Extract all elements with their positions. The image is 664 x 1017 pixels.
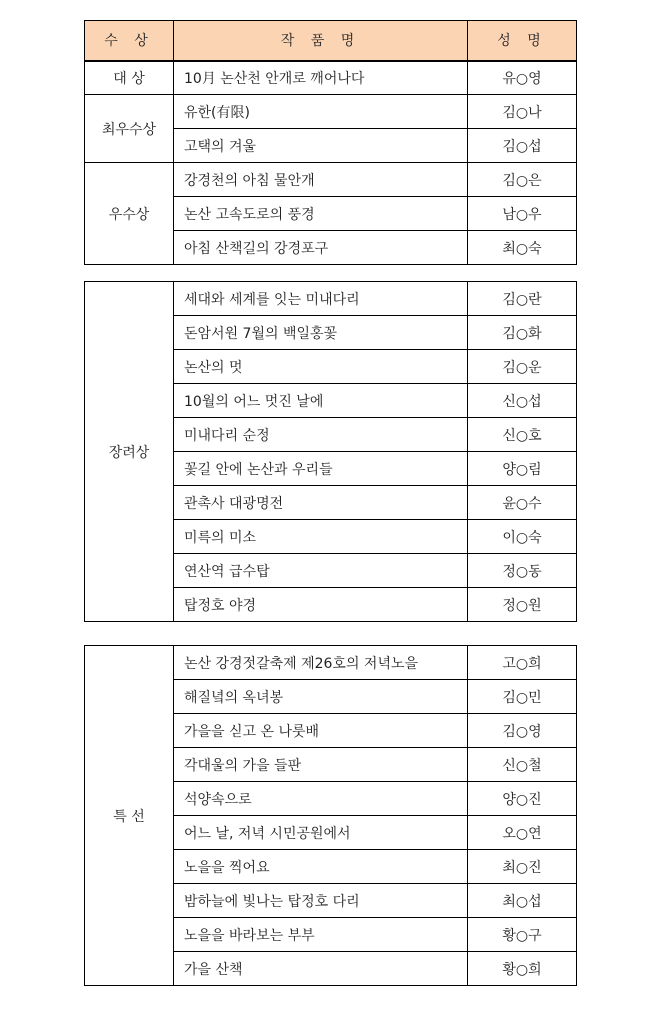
awards-table-special	[84, 645, 577, 986]
header-name: 성 명	[468, 21, 577, 61]
work-title: 가을을 싣고 온 나룻배	[174, 714, 468, 748]
work-title: 논산의 멋	[174, 350, 468, 384]
award-encouragement: 장려상	[85, 282, 174, 622]
winner-name: 황○희	[468, 952, 577, 986]
winner-name: 정○원	[468, 588, 577, 622]
header-title: 작 품 명	[174, 21, 468, 61]
work-title: 강경천의 아침 물안개	[174, 163, 468, 197]
winner-name: 이○숙	[468, 520, 577, 554]
header-award: 수 상	[85, 21, 174, 61]
winner-name: 신○호	[468, 418, 577, 452]
winner-name: 김○은	[468, 163, 577, 197]
work-title: 해질녘의 옥녀봉	[174, 680, 468, 714]
work-title: 세대와 세계를 잇는 미내다리	[174, 282, 468, 316]
work-title: 각대울의 가을 들판	[174, 748, 468, 782]
winner-name: 최○진	[468, 850, 577, 884]
winner-name: 김○란	[468, 282, 577, 316]
winner-name: 유○영	[468, 61, 577, 95]
award-grand: 대 상	[85, 61, 174, 95]
winner-name: 윤○수	[468, 486, 577, 520]
winner-name: 양○진	[468, 782, 577, 816]
winner-name: 최○숙	[468, 231, 577, 265]
work-title: 노을을 찍어요	[174, 850, 468, 884]
work-title: 10月 논산천 안개로 깨어나다	[174, 61, 468, 95]
table-row	[85, 95, 577, 129]
winner-name: 신○철	[468, 748, 577, 782]
winner-name: 김○영	[468, 714, 577, 748]
table-row	[85, 646, 577, 680]
work-title: 10월의 어느 멋진 날에	[174, 384, 468, 418]
winner-name: 신○섭	[468, 384, 577, 418]
winner-name: 김○운	[468, 350, 577, 384]
work-title: 가을 산책	[174, 952, 468, 986]
winner-name: 양○림	[468, 452, 577, 486]
winner-name: 고○희	[468, 646, 577, 680]
winner-name: 오○연	[468, 816, 577, 850]
table-row	[85, 163, 577, 197]
winner-name: 김○섭	[468, 129, 577, 163]
winner-name: 김○화	[468, 316, 577, 350]
work-title: 논산 강경젓갈축제 제26호의 저녁노을	[174, 646, 468, 680]
table-row	[85, 282, 577, 316]
winner-name: 정○동	[468, 554, 577, 588]
work-title: 미내다리 순정	[174, 418, 468, 452]
work-title: 석양속으로	[174, 782, 468, 816]
winner-name: 김○나	[468, 95, 577, 129]
work-title: 밤하늘에 빛나는 탑정호 다리	[174, 884, 468, 918]
work-title: 관촉사 대광명전	[174, 486, 468, 520]
work-title: 꽃길 안에 논산과 우리들	[174, 452, 468, 486]
work-title: 고택의 겨울	[174, 129, 468, 163]
winner-name: 남○우	[468, 197, 577, 231]
winner-name: 황○구	[468, 918, 577, 952]
work-title: 미륵의 미소	[174, 520, 468, 554]
work-title: 연산역 급수탑	[174, 554, 468, 588]
awards-table-encouragement	[84, 281, 577, 622]
work-title: 논산 고속도로의 풍경	[174, 197, 468, 231]
award-special: 특 선	[85, 646, 174, 986]
work-title: 돈암서원 7월의 백일홍꽃	[174, 316, 468, 350]
work-title: 아침 산책길의 강경포구	[174, 231, 468, 265]
award-excellence: 최우수상	[85, 95, 174, 163]
winner-name: 최○섭	[468, 884, 577, 918]
award-merit: 우수상	[85, 163, 174, 265]
awards-table-top	[84, 20, 577, 265]
work-title: 유한(有限)	[174, 95, 468, 129]
work-title: 탑정호 야경	[174, 588, 468, 622]
table-row	[85, 61, 577, 95]
winner-name: 김○민	[468, 680, 577, 714]
work-title: 노을을 바라보는 부부	[174, 918, 468, 952]
header-row	[85, 21, 577, 61]
work-title: 어느 날, 저녁 시민공원에서	[174, 816, 468, 850]
